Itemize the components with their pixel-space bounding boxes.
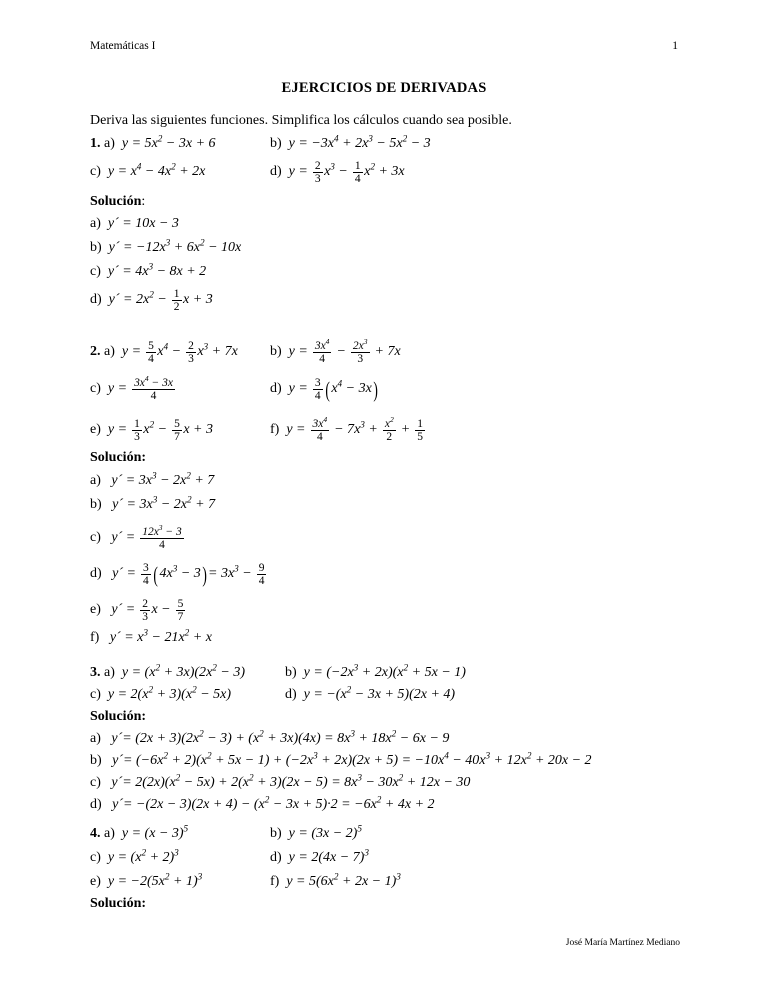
exercise-3-statement-d: d) $y = -(x^2 - 3x + 5)(2x + 4)$ — [285, 684, 456, 702]
exercise-1-statement-d: d) y = $\frac{2}{3}$ $x^3$ − $\frac{1}{4}$ $x^2 + 3x$ — [270, 160, 405, 186]
exercise-3-solution-a: a) y´= $(2x + 3)(2x^2 - 3) + (x^2 + 3x)(4x) = 8x^3 + 18x^2 - 6x - 9$ — [90, 728, 450, 746]
exercise-4-statement-b: b) $y = (3x - 2)^5$ — [270, 823, 362, 841]
exercise-2-solution-e: e) y´ = $\frac{2}{3}$ x − $\frac{5}{7}$ — [90, 598, 184, 624]
exercise-4-statement-a: 4. a) $y = (x - 3)^5$ — [90, 823, 189, 841]
document-title: EJERCICIOS DE DERIVADAS — [281, 80, 487, 96]
exercise-3-statement-a: 3. a) $y = (x^2 + 3x)(2x^2 - 3)$ — [90, 662, 246, 680]
exercise-1-solution-b: b) y´ = $-12x^3 + 6x^2 - 10x$ — [90, 237, 242, 255]
exercise-3-solution-d: d) y´= $-(2x - 3)(2x + 4) - (x^2 - 3x + 5)\cdot 2 = -6x^2 + 4x + 2$ — [90, 794, 435, 812]
item-label-a: a) — [104, 136, 115, 151]
exercise-3-solution-heading: Solución: — [90, 709, 147, 724]
exercise-2-number: 2. — [90, 343, 101, 359]
exercise-3-number: 3. — [90, 665, 101, 680]
exercise-1-solution-d: d) y´ = $2x^2$ − $\frac{1}{2}$ x + 3 — [90, 288, 213, 314]
exercise-3-solution-c: c) y´= $2(2x)(x^2 - 5x) + 2(x^2 + 3)(2x - 5) = 8x^3 - 30x^2 + 12x - 30$ — [90, 772, 471, 790]
header-course-title: Matemáticas I — [90, 40, 156, 52]
item-label-c: c) — [90, 164, 101, 179]
exercise-2-statement-b: b) y = $\frac{3x^4}{4}$ − $\frac{2x^3}{3}$ + 7x — [270, 337, 401, 366]
exercise-2-solution-c: c) y´ = $\frac{12x^3 - 3}{4}$ — [90, 523, 182, 552]
exercise-1-solution-heading: Solución: — [90, 194, 146, 209]
exercise-2-solution-f: f) y´ = $x^3 - 21x^2 + x$ — [90, 627, 212, 645]
footer-author: José María Martínez Mediano — [565, 938, 680, 948]
exercise-3-solution-b: b) y´= $(-6x^2 + 2)(x^2 + 5x - 1) + (-2x^3 + 2x)(2x + 5) = -10x^4 - 40x^3 + 12x^2 + 20x - 2$ — [90, 750, 592, 768]
exercise-4-solution-heading: Solución: — [90, 896, 147, 911]
exercise-2-statement-e: e) y = $\frac{1}{3}$ $x^2$ − $\frac{5}{7}$ x + 3 — [90, 418, 213, 444]
item-label-b: b) — [270, 136, 282, 151]
exercise-4-statement-d: d) $y = 2(4x - 7)^3$ — [270, 847, 369, 865]
exercise-2-solution-heading: Solución: — [90, 450, 147, 465]
item-label-d: d) — [270, 163, 282, 179]
exercise-2-solution-d: d) y´ = $\frac{3}{4}$ $(4x^3 - 3)= 3x^3$ − $\frac{9}{4}$ — [90, 562, 265, 588]
exercise-4-statement-e: e) $y = -2(5x^2 + 1)^3$ — [90, 871, 203, 889]
exercise-1-statement-c: c) $y = x^4 - 4x^2 + 2x$ — [90, 161, 206, 179]
exercise-1-solution-c: c) y´ = $4x^3 - 8x + 2$ — [90, 261, 207, 279]
exercise-4-statement-f: f) $y = 5(6x^2 + 2x - 1)^3$ — [270, 871, 401, 889]
exercise-3-statement-c: c) $y = 2(x^2 + 3)(x^2 - 5x)$ — [90, 684, 232, 702]
exercise-1-number: 1. — [90, 136, 101, 151]
exercise-2-statement-c: c) y = $\frac{3x^4 - 3x}{4}$ — [90, 374, 173, 403]
exercise-4-number: 4. — [90, 826, 101, 841]
exercise-2-statement-d: d) y = $\frac{3}{4}$ $(x^4 - 3x)$ — [270, 377, 378, 403]
exercise-2-solution-a: a) y´ = $3x^3 - 2x^2 + 7$ — [90, 470, 215, 488]
exercise-2-statement-f: f) y = $\frac{3x^4}{4}$ − $7x^3$ + $\frac{x^2}{2}$ + $\frac{1}{5}$ — [270, 415, 423, 444]
exercise-4-statement-c: c) $y = (x^2 + 2)^3$ — [90, 847, 179, 865]
page-header — [90, 40, 678, 52]
exercise-1-statement-b: b) $y = -3x^4 + 2x^3 - 5x^2 - 3$ — [270, 133, 431, 151]
exercise-2-statement-a: 2. a) y = $\frac{5}{4}$ $x^4$ − $\frac{2}{3}$ $x^3 + 7x$ — [90, 340, 238, 366]
header-page-number: 1 — [672, 40, 678, 52]
instructions-text: Deriva las siguientes funciones. Simplifica los cálculos cuando sea posible. — [90, 113, 512, 128]
exercise-2-solution-b: b) y´ = $3x^3 - 2x^2 + 7$ — [90, 494, 216, 512]
exercise-1-statement-a: 1. a) $y = 5x^2 - 3x + 6$ — [90, 133, 216, 151]
exercise-3-statement-b: b) $y = (-2x^3 + 2x)(x^2 + 5x - 1)$ — [285, 662, 466, 680]
exercise-1-solution-a: a) y´ = 10x − 3 — [90, 216, 179, 231]
